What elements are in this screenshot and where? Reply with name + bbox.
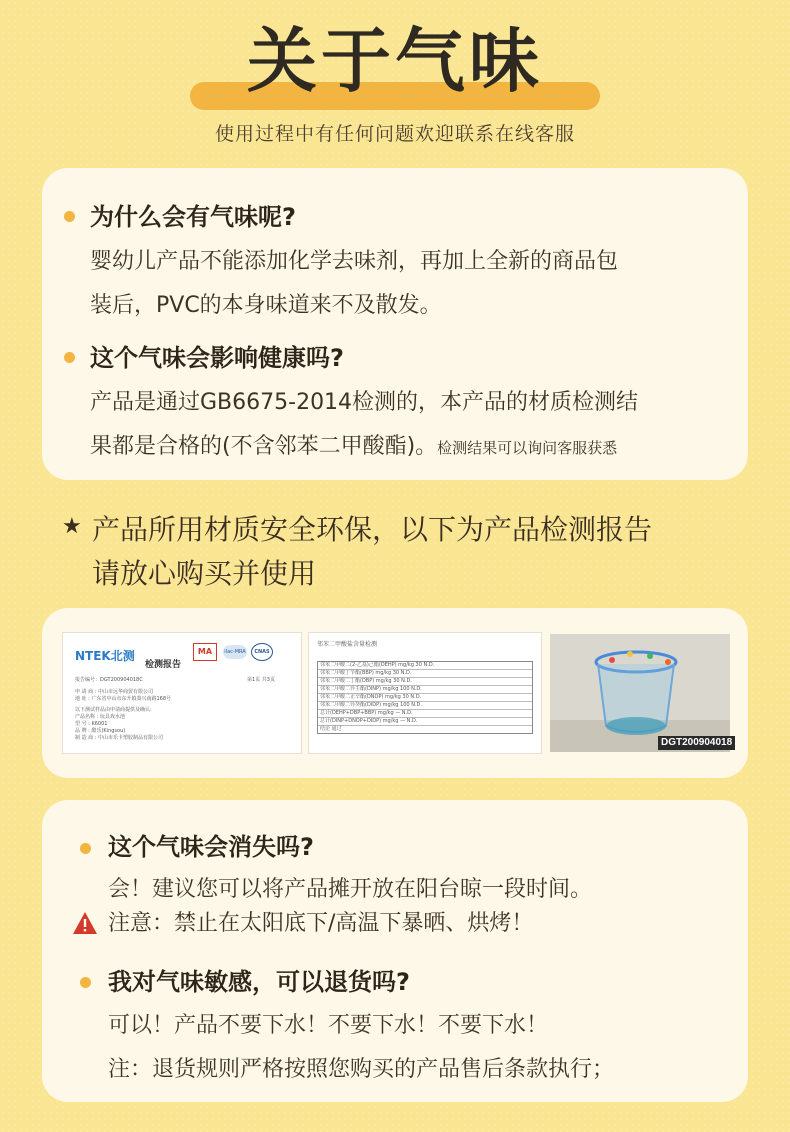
test-result-table-image [308,632,542,754]
answer-2-line-2 [90,425,740,470]
faq-card-1 [42,168,748,480]
question-3: 这个气味会消失吗? [108,833,314,861]
report-page: 第1页 共3页 [247,677,275,683]
header [0,0,790,160]
report-row: 型 号 : K6001 [75,721,108,727]
warning-text: 注意：禁止在太阳底下/高温下暴晒、烘烤！ [108,911,534,936]
page-subtitle: 使用过程中有任何问题欢迎联系在线客服 [214,123,575,145]
product-sample-photo [550,634,733,752]
question-1: 为什么会有气味呢? [90,203,296,231]
report-row: 地 址 : 广东省中山市东升镇葵兴南路168号 [75,696,171,702]
warning-triangle-icon [72,911,98,935]
report-row: 制 造 商 : 中山市乐卡塑胶制品有限公司 [75,735,164,741]
bullet-dot-icon [64,211,75,222]
ma-badge-icon: MA [193,643,217,661]
test-table-row: 结论 通过 [320,726,342,732]
answer-1 [90,240,730,328]
test-table-row: 总计(DEHP+DBP+BBP) mg/kg — N.D. [318,710,532,718]
answer-3: 会！建议您可以将产品摊开放在阳台晾一段时间。 [108,877,593,902]
test-table-row: 邻苯二甲酸二异癸酯(DIDP) mg/kg 100 N.D. [318,702,532,710]
ilac-badge-icon: ilac-MRA [223,645,247,659]
test-table-row: 总计(DINP+DNOP+DIDP) mg/kg — N.D. [318,718,532,726]
answer-4-line-1: 可以！产品不要下水！不要下水！不要下水！ [108,1013,549,1038]
report-intro-line-2: 请放心购买并使用 [92,557,317,590]
bullet-dot-icon [80,843,91,854]
test-table-title: 邻苯二甲酸盐含量检测 [317,641,378,648]
photo-label: DGT200904018 [658,736,735,750]
ntek-logo: NTEK北测 [75,649,135,663]
pool-photo-icon [550,634,730,752]
report-row: 以下测试样品由申请商提供及确认: [75,707,152,713]
report-intro-line-1: 产品所用材质安全环保，以下为产品检测报告 [92,513,653,546]
answer-1-line-1: 婴幼儿产品不能添加化学去味剂，再加上全新的商品包 [90,249,619,274]
report-document-image [62,632,302,754]
report-row: 申 请 商 : 中山市远华商贸有限公司 [75,689,154,695]
bullet-dot-icon [64,352,75,363]
test-table-row: 邻苯二甲酸丁苄酯(BBP) mg/kg 30 N.D. [318,670,532,678]
answer-2-line-1: 产品是通过GB6675-2014检测的，本产品的材质检测结 [90,390,639,415]
bullet-dot-icon [80,977,91,988]
report-row: 品 牌 : 酷乐(Kingsou) [75,728,126,734]
test-table-row: 邻苯二甲酸二正辛酯(DNOP) mg/kg 30 N.D. [318,694,532,702]
cnas-badge-icon: CNAS [251,643,273,661]
test-table-row: 邻苯二甲酸二(2-乙基)己酯(DEHP) mg/kg 30 N.D. [318,662,532,670]
test-table-row: 邻苯二甲酸二异壬酯(DINP) mg/kg 100 N.D. [318,686,532,694]
report-number: 报告编号：DGT200904018C [75,677,143,683]
answer-2-line-2-text: 果都是合格的(不含邻苯二甲酸酯)。 [90,434,438,459]
report-rows [75,689,171,742]
report-doc-title: 检测报告 [145,660,182,670]
answer-2-note: 检测结果可以询问客服获悉 [437,439,618,457]
question-2: 这个气味会影响健康吗? [90,344,344,372]
answer-2 [90,381,740,470]
report-intro [58,508,758,596]
test-table [317,661,533,734]
question-4: 我对气味敏感，可以退货吗? [108,968,410,996]
answer-4 [108,1004,728,1092]
test-table-row: 邻苯二甲酸二丁酯(DBP) mg/kg 30 N.D. [318,678,532,686]
star-icon: ★ [62,514,82,539]
answer-1-line-2: 装后，PVC的本身味道来不及散发。 [90,293,442,318]
page-title: 关于气味 [247,20,543,102]
answer-4-line-2: 注：退货规则严格按照您购买的产品售后条款执行； [108,1057,615,1082]
report-row: 产品名称 : 玩具戏水池 [75,714,125,720]
